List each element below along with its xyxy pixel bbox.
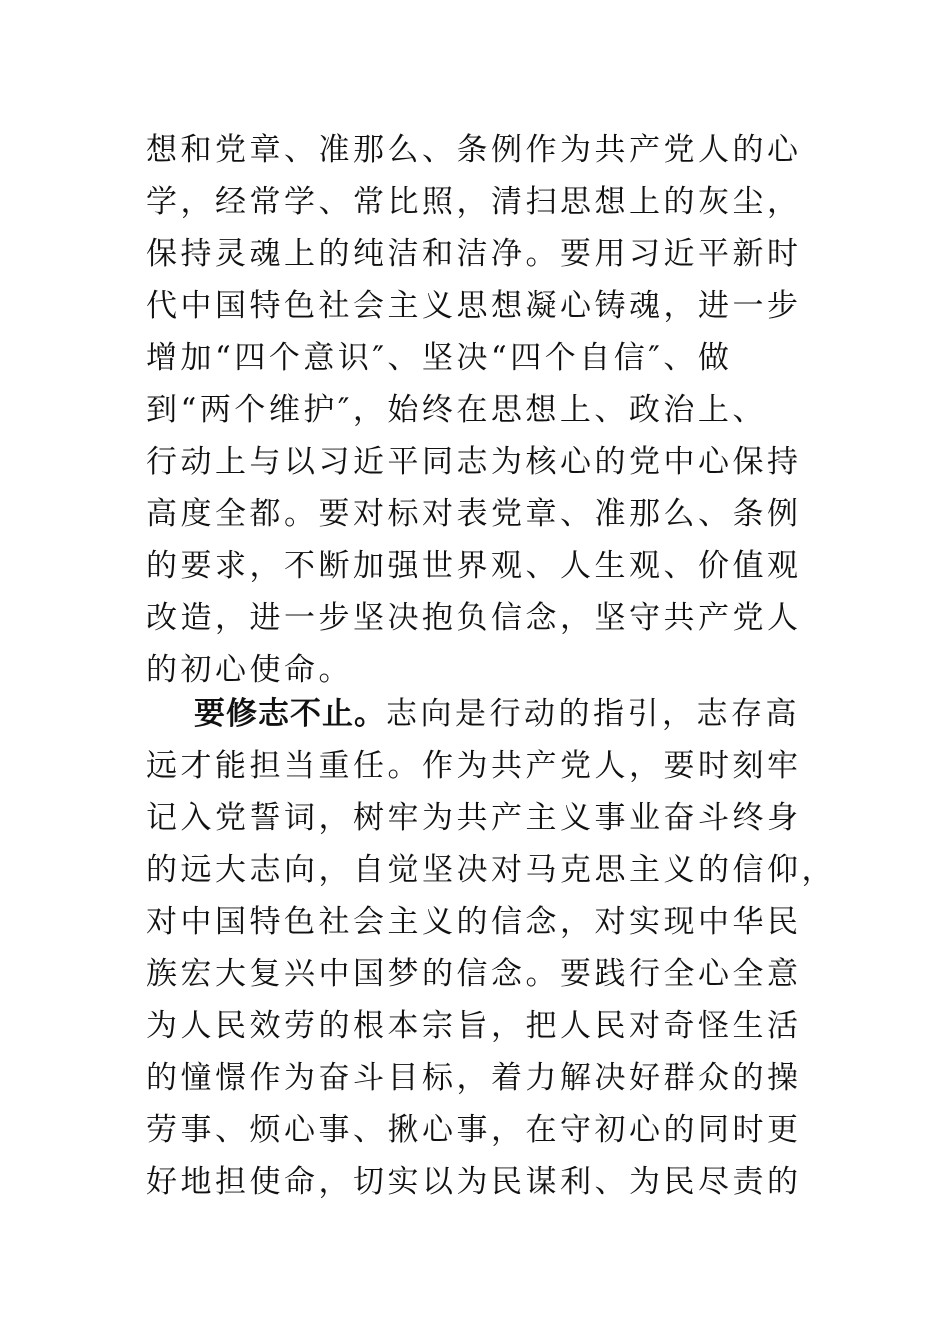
text-line: 学，经常学、常比照，清扫思想上的灰尘， [146,184,802,220]
text-line: 高度全都。要对标对表党章、准那么、条例 [146,496,802,532]
text-line: 改造，进一步坚决抱负信念，坚守共产党人 [146,600,802,636]
paragraph-2 [146,688,836,1208]
text-line: 增加“四个意识″、坚决“四个自信″、做 [146,340,733,376]
text-line: 好地担使命，切实以为民谋利、为民尽责的 [146,1164,802,1200]
text-line: 的远大志向，自觉坚决对马克思主义的信仰， [146,852,836,888]
text-line: 的要求，不断加强世界观、人生观、价值观 [146,548,802,584]
paragraph-1 [146,124,826,696]
text-line: 为人民效劳的根本宗旨，把人民对奇怪生活 [146,1008,802,1044]
text-line: 记入党誓词，树牢为共产主义事业奋斗终身 [146,800,802,836]
text-line: 行动上与以习近平同志为核心的党中心保持 [146,444,802,480]
paragraph-heading: 要修志不止。 [194,696,386,732]
text-line: 的憧憬作为奋斗目标，着力解决好群众的操 [146,1060,802,1096]
text-line: 劳事、烦心事、揪心事，在守初心的同时更 [146,1112,802,1148]
text-line: 想和党章、准那么、条例作为共产党人的心 [146,132,802,168]
text-line: 远才能担当重任。作为共产党人，要时刻牢 [146,748,802,784]
text-line: 代中国特色社会主义思想凝心铸魂，进一步 [146,288,802,324]
text-line: 族宏大复兴中国梦的信念。要践行全心全意 [146,956,802,992]
text-line-first [146,688,826,740]
text-line: 的初心使命。 [146,652,353,688]
text-line: 对中国特色社会主义的信念，对实现中华民 [146,904,802,940]
text-line: 保持灵魂上的纯洁和洁净。要用习近平新时 [146,236,802,272]
text-line: 到“两个维护″，始终在思想上、政治上、 [146,392,767,428]
heading-continuation: 志向是行动的指引，志存高 [386,696,800,732]
